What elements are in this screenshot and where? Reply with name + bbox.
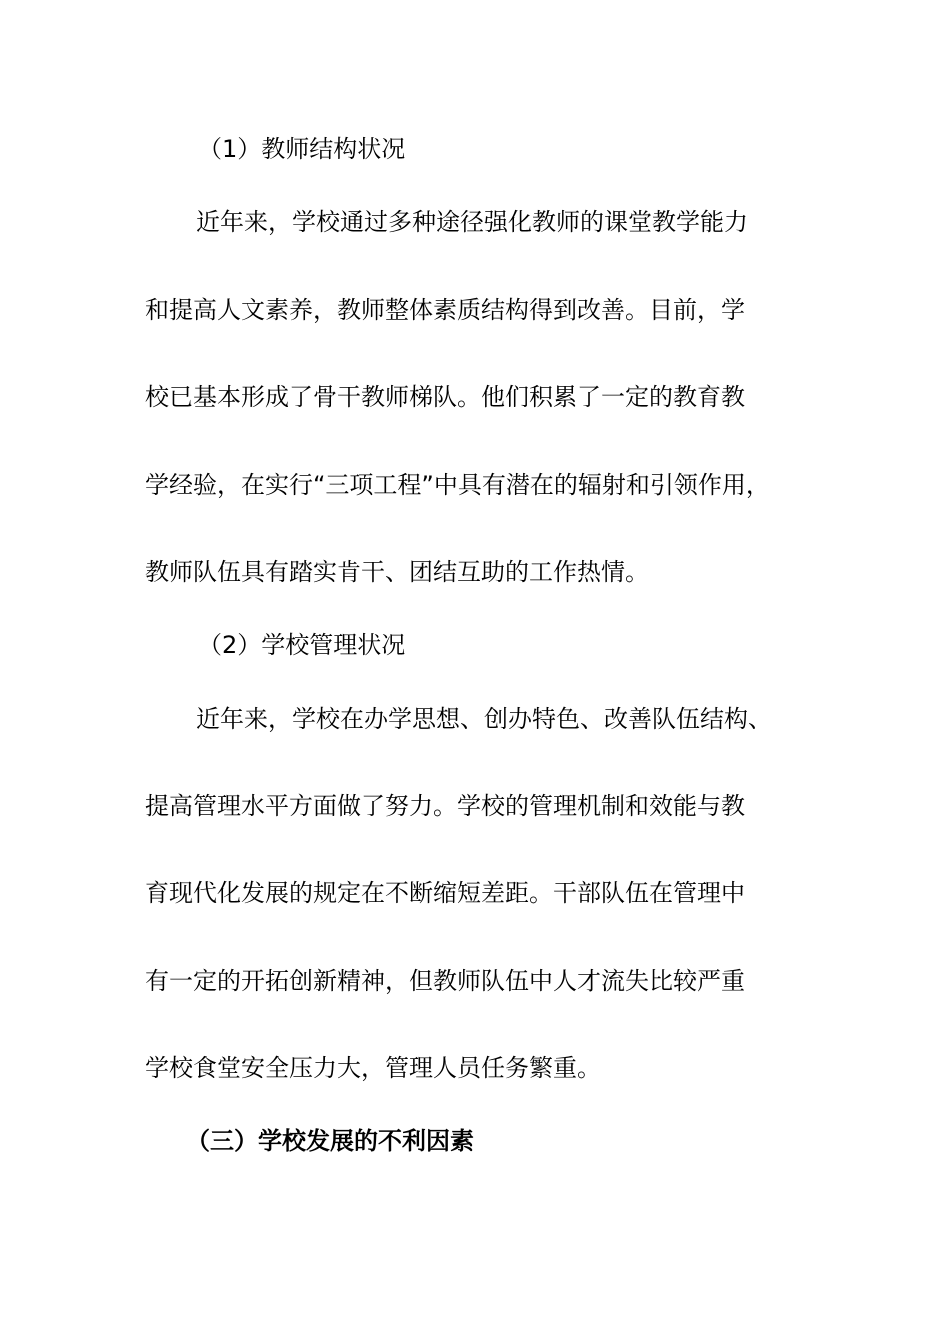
- paragraph-line: 提高管理水平方面做了努力。学校的管理机制和效能与教: [145, 792, 745, 820]
- paragraph-line: 有一定的开拓创新精神，但教师队伍中人才流失比较严重: [145, 967, 745, 995]
- paragraph-line: 学校食堂安全压力大，管理人员任务繁重。: [145, 1054, 601, 1082]
- section-heading-teacher-structure: （1）教师结构状况: [198, 135, 406, 163]
- paragraph-line: 近年来，学校通过多种途径强化教师的课堂教学能力: [196, 208, 748, 236]
- paragraph-line: 校已基本形成了骨干教师梯队。他们积累了一定的教育教: [145, 383, 745, 411]
- paragraph-line: 学经验，在实行“三项工程”中具有潜在的辐射和引领作用，: [145, 471, 770, 499]
- paragraph-line: 和提高人文素养，教师整体素质结构得到改善。目前，学: [145, 296, 745, 324]
- section-heading-unfavorable-factors: （三）学校发展的不利因素: [186, 1127, 474, 1155]
- section-heading-school-management: （2）学校管理状况: [198, 631, 406, 659]
- paragraph-line: 近年来，学校在办学思想、创办特色、改善队伍结构、: [196, 705, 772, 733]
- paragraph-line: 教师队伍具有踏实肯干、团结互助的工作热情。: [145, 558, 649, 586]
- paragraph-line: 育现代化发展的规定在不断缩短差距。干部队伍在管理中: [145, 879, 745, 907]
